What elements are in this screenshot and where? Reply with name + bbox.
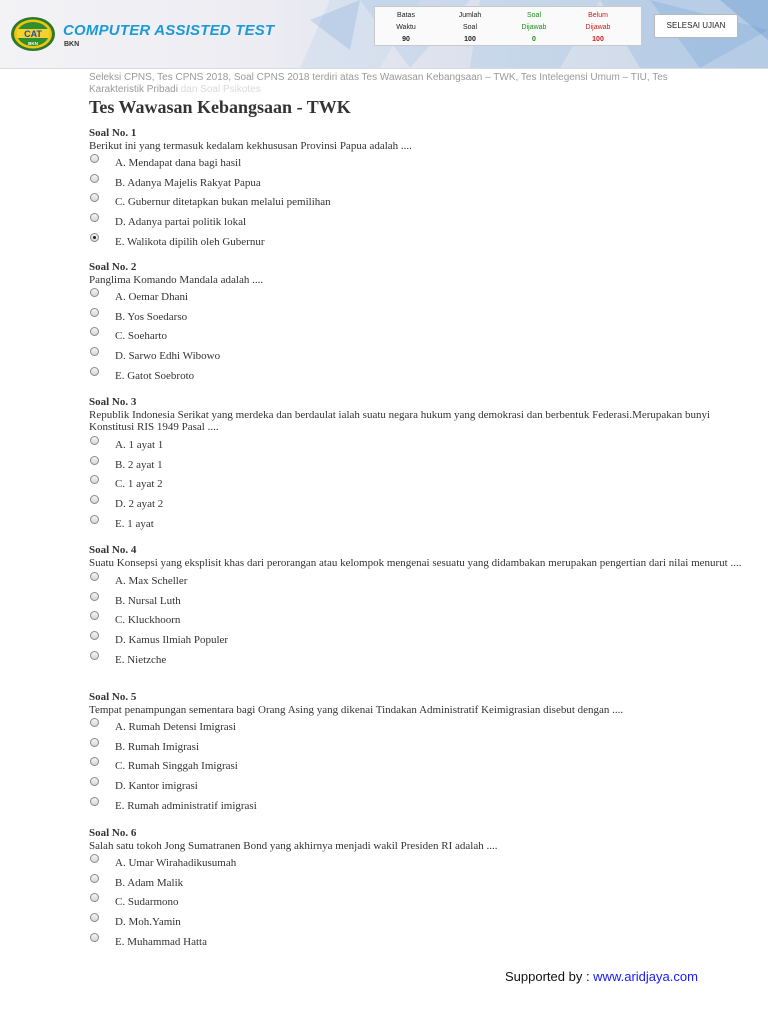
question-text: Tempat penampungan sementara bagi Orang Asing yang dikenai Tindakan Administratif Keimigrasian disebut dengan ....: [89, 704, 624, 716]
radio-unchecked[interactable]: [90, 738, 99, 747]
answer-option[interactable]: [89, 796, 749, 816]
answer-option-label: A. Max Scheller: [115, 575, 188, 587]
radio-unchecked[interactable]: [90, 718, 99, 727]
stat-value: 100: [592, 36, 604, 43]
answer-option-label: D. Moh.Yamin: [115, 916, 181, 929]
brand-subtitle: BKN: [64, 41, 80, 48]
answer-option[interactable]: [89, 474, 749, 494]
cat-logo: [10, 16, 56, 52]
stat-label: Belum: [588, 12, 608, 19]
answer-option[interactable]: [89, 776, 749, 796]
question-number: Soal No. 6: [89, 827, 137, 839]
stat-unanswered: [571, 10, 625, 46]
question-5: [89, 691, 749, 815]
intro-line-2: Karakteristik Pribadi: [89, 84, 178, 95]
exam-stats-panel: [374, 6, 642, 46]
question-text: Berikut ini yang termasuk kedalam kekhususan Provinsi Papua adalah ....: [89, 140, 412, 152]
question-text: Republik Indonesia Serikat yang merdeka dan berdaulat ialah suatu negara hukum yang demokrasi dan berbentuk Federasi.Merupakan bunyi Konstitusi RIS 1949 Pasal ....: [89, 409, 711, 433]
question-text: Panglima Komando Mandala adalah ....: [89, 274, 264, 286]
answer-option[interactable]: [89, 737, 749, 757]
answer-option[interactable]: [89, 455, 749, 475]
radio-unchecked[interactable]: [90, 611, 99, 620]
question-number: Soal No. 5: [89, 691, 137, 703]
answer-options: [89, 853, 749, 951]
stat-label: Soal: [526, 12, 541, 19]
stat-value: 90: [402, 36, 410, 43]
answer-option-label: A. Mendapat dana bagi hasil: [115, 157, 242, 169]
answer-option-label: E. Walikota dipilih oleh Gubernur: [115, 235, 265, 248]
answer-option-label: A. Umar Wirahadikusumah: [115, 857, 237, 869]
answer-option-label: C. Sudarmono: [115, 896, 179, 909]
answer-option-label: B. Adanya Majelis Rakyat Papua: [115, 176, 261, 189]
radio-unchecked[interactable]: [90, 631, 99, 640]
radio-unchecked[interactable]: [90, 347, 99, 356]
radio-unchecked[interactable]: [90, 913, 99, 922]
answer-option[interactable]: [89, 192, 749, 212]
logo-text: CAT: [24, 29, 42, 39]
stat-time-limit: [379, 10, 433, 46]
answer-option-label: E. 1 ayat: [115, 517, 154, 530]
stat-value: 0: [532, 36, 536, 43]
finish-exam-button[interactable]: SELESAI UJIAN: [654, 14, 738, 38]
radio-unchecked[interactable]: [90, 456, 99, 465]
stat-label: Waktu: [396, 24, 416, 31]
answer-option[interactable]: [89, 756, 749, 776]
radio-unchecked[interactable]: [90, 757, 99, 766]
stat-label: Batas: [397, 12, 415, 19]
question-number: Soal No. 1: [89, 127, 137, 139]
answer-option-label: C. 1 ayat 2: [115, 478, 163, 491]
support-label: Supported by :: [505, 969, 594, 984]
answer-option-label: D. Kamus Ilmiah Populer: [115, 634, 229, 647]
radio-unchecked[interactable]: [90, 288, 99, 297]
radio-unchecked[interactable]: [90, 854, 99, 863]
answer-option-label: E. Rumah administratif imigrasi: [115, 799, 257, 812]
question-4: [89, 544, 749, 669]
answer-option[interactable]: [89, 630, 749, 650]
answer-option[interactable]: [89, 435, 749, 455]
question-number: Soal No. 3: [89, 396, 137, 408]
radio-unchecked[interactable]: [90, 592, 99, 601]
answer-option-label: D. Sarwo Edhi Wibowo: [115, 350, 221, 363]
answer-option[interactable]: [89, 912, 749, 932]
answer-option[interactable]: [89, 326, 749, 346]
answer-option-label: D. Adanya partai politik lokal: [115, 216, 247, 229]
answer-option-label: A. Oemar Dhani: [115, 291, 189, 303]
radio-unchecked[interactable]: [90, 327, 99, 336]
radio-unchecked[interactable]: [90, 436, 99, 445]
answer-option-label: A. Rumah Detensi Imigrasi: [115, 721, 236, 733]
radio-unchecked[interactable]: [90, 651, 99, 660]
answer-option[interactable]: [89, 346, 749, 366]
intro-line-2-faint: dan Soal Psikotes: [180, 84, 261, 95]
answer-option-label: E. Muhammad Hatta: [115, 935, 207, 948]
answer-option[interactable]: [89, 212, 749, 232]
answer-option[interactable]: [89, 610, 749, 630]
answer-option[interactable]: [89, 514, 749, 534]
radio-unchecked[interactable]: [90, 193, 99, 202]
answer-option-label: B. Rumah Imigrasi: [115, 740, 200, 753]
question-text: Salah satu tokoh Jong Sumatranen Bond yang akhirnya menjadi wakil Presiden RI adalah ....: [89, 840, 498, 852]
answer-option[interactable]: [89, 232, 749, 252]
stat-total-questions: [443, 10, 497, 46]
question-1: [89, 127, 749, 251]
radio-unchecked[interactable]: [90, 572, 99, 581]
radio-unchecked[interactable]: [90, 515, 99, 524]
stat-label: Soal: [462, 24, 477, 31]
question-2: [89, 261, 749, 385]
radio-unchecked[interactable]: [90, 367, 99, 376]
answer-option-label: E. Gatot Soebroto: [115, 369, 195, 382]
radio-unchecked[interactable]: [90, 933, 99, 942]
answer-option[interactable]: [89, 853, 749, 873]
question-3: [89, 396, 749, 533]
answer-option[interactable]: [89, 717, 749, 737]
answer-option-label: B. Yos Soedarso: [115, 310, 188, 323]
answer-option-label: B. Adam Malik: [115, 876, 184, 889]
app-header: [0, 0, 768, 69]
answer-option-label: C. Gubernur ditetapkan bukan melalui pemilihan: [115, 196, 331, 209]
answer-options: [89, 153, 749, 251]
radio-unchecked[interactable]: [90, 874, 99, 883]
question-6: [89, 827, 749, 951]
answer-options: [89, 571, 749, 669]
answer-option[interactable]: [89, 307, 749, 327]
support-link[interactable]: www.aridjaya.com: [593, 969, 698, 984]
intro-text: [89, 72, 739, 96]
answer-option[interactable]: [89, 892, 749, 912]
question-number: Soal No. 2: [89, 261, 137, 273]
support-footer: [505, 969, 698, 984]
answer-option-label: B. Nursal Luth: [115, 594, 181, 607]
stat-label: Dijawab: [585, 24, 611, 31]
answer-options: [89, 717, 749, 815]
answer-option[interactable]: [89, 173, 749, 193]
answer-options: [89, 287, 749, 385]
stat-label: Dijawab: [521, 24, 547, 31]
stat-value: 100: [464, 36, 476, 43]
answer-option-label: D. 2 ayat 2: [115, 498, 164, 511]
answer-option[interactable]: [89, 650, 749, 670]
answer-option[interactable]: [89, 591, 749, 611]
answer-options: [89, 435, 749, 533]
question-text: Suatu Konsepsi yang eksplisit khas dari perorangan atau kelompok mengenai sesuatu yang didambakan merupakan pengertian dari nilai menurut ....: [89, 557, 742, 569]
answer-option[interactable]: [89, 571, 749, 591]
radio-unchecked[interactable]: [90, 154, 99, 163]
radio-unchecked[interactable]: [90, 213, 99, 222]
answer-option-label: C. Soeharto: [115, 330, 167, 343]
radio-unchecked[interactable]: [90, 475, 99, 484]
answer-option[interactable]: [89, 153, 749, 173]
answer-option-label: D. Kantor imigrasi: [115, 780, 198, 793]
answer-option[interactable]: [89, 366, 749, 386]
answer-option-label: B. 2 ayat 1: [115, 458, 163, 471]
answer-option-label: C. Kluckhoorn: [115, 614, 181, 627]
question-number: Soal No. 4: [89, 544, 137, 556]
radio-unchecked[interactable]: [90, 495, 99, 504]
brand-title: COMPUTER ASSISTED TEST: [63, 22, 275, 39]
radio-unchecked[interactable]: [90, 308, 99, 317]
answer-option[interactable]: [89, 287, 749, 307]
answer-option[interactable]: [89, 873, 749, 893]
page-title: Tes Wawasan Kebangsaan - TWK: [89, 97, 351, 117]
logo-subtext: BKN: [28, 41, 38, 46]
radio-unchecked[interactable]: [90, 777, 99, 786]
answer-option[interactable]: [89, 494, 749, 514]
stat-label: Jumlah: [458, 12, 482, 19]
radio-unchecked[interactable]: [90, 174, 99, 183]
intro-line-1: Seleksi CPNS, Tes CPNS 2018, Soal CPNS 2018 terdiri atas Tes Wawasan Kebangsaan – TWK, Tes Intelegensi Umum – TIU, Tes: [89, 72, 668, 83]
radio-unchecked[interactable]: [90, 893, 99, 902]
answer-option-label: A. 1 ayat 1: [115, 439, 164, 451]
answer-option-label: E. Nietzche: [115, 653, 167, 666]
radio-unchecked[interactable]: [90, 797, 99, 806]
stat-answered: [507, 10, 561, 46]
answer-option-label: C. Rumah Singgah Imigrasi: [115, 760, 238, 773]
radio-checked[interactable]: [90, 233, 99, 242]
answer-option[interactable]: [89, 932, 749, 952]
